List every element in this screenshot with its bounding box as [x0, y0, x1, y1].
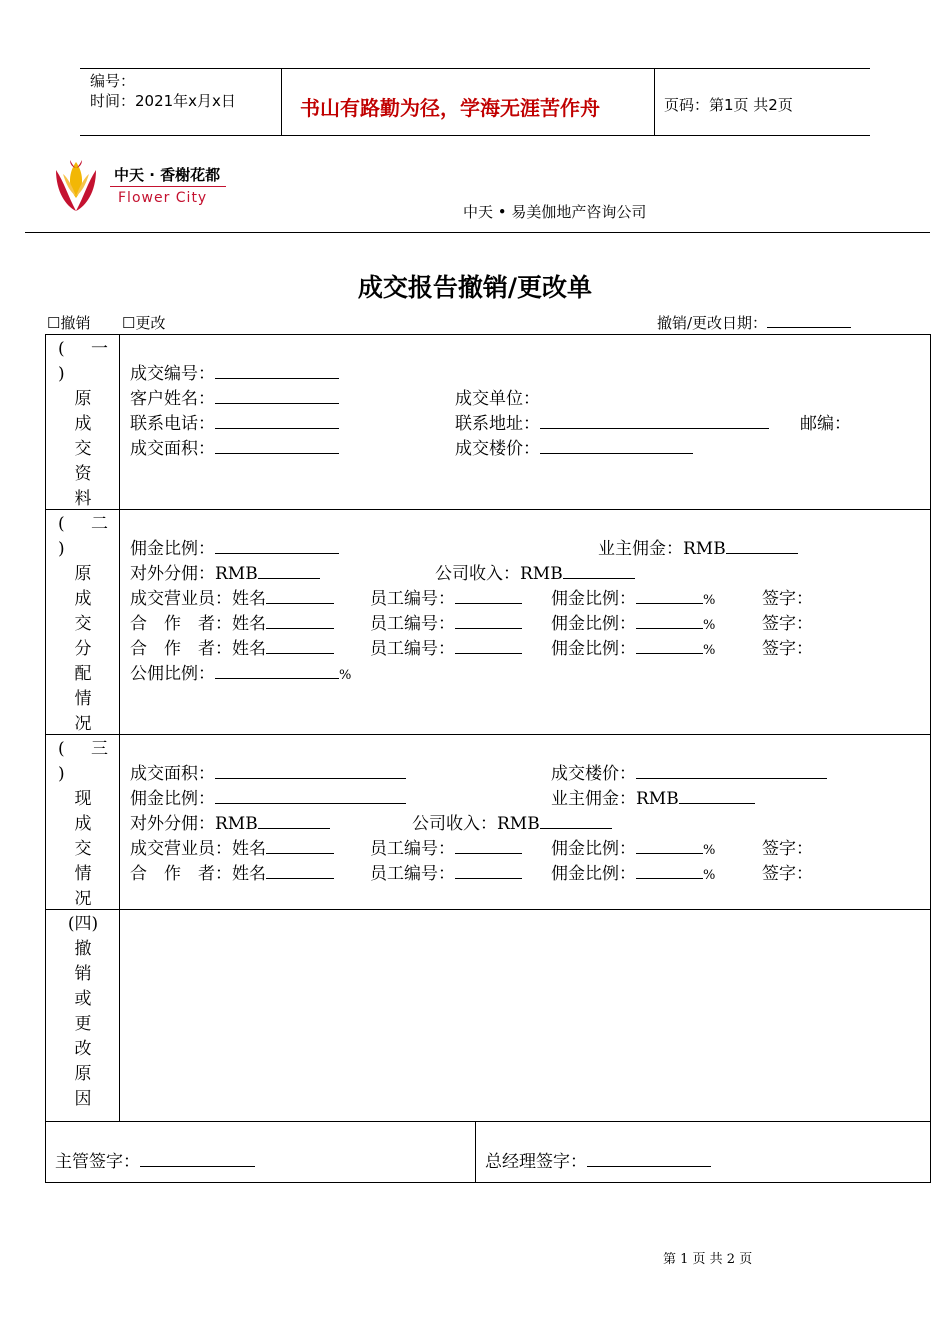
page-info: 页码：第1页 共2页 [664, 96, 793, 114]
s2-partner1-empno-field[interactable]: 员工编号： [370, 612, 522, 637]
doc-time-label: 时间：2021年x月x日 [90, 92, 236, 110]
s3-sales-sign-field[interactable]: 签字： [762, 839, 813, 859]
tulip-icon [48, 156, 104, 214]
s3-sales-empno-field[interactable]: 员工编号： [370, 837, 522, 862]
s3-sales-ratio-field[interactable]: 佣金比例： % [551, 839, 716, 859]
company-name: 中天 • 易美伽地产咨询公司 [463, 203, 647, 221]
s3-partner-empno-field[interactable]: 员工编号： [370, 862, 522, 887]
s2-partner1-name-field[interactable]: 合 作 者：姓名 [130, 612, 334, 637]
s3-sales-name-field[interactable]: 成交营业员：姓名 [130, 837, 334, 862]
deal-price-field[interactable]: 成交楼价： [455, 437, 693, 462]
s2-partner1-sign-field[interactable]: 签字： [762, 614, 813, 634]
s2-sales-ratio-field[interactable]: 佣金比例： % [551, 589, 716, 609]
deal-number-field[interactable]: 成交编号： [130, 362, 339, 387]
s2-owner-commission-field[interactable]: 业主佣金：RMB [598, 537, 798, 562]
page-footer: 第 1 页 共 2 页 [663, 1252, 753, 1267]
phone-field[interactable]: 联系电话： [130, 412, 339, 437]
s2-sales-empno-field[interactable]: 员工编号： [370, 587, 522, 612]
s3-partner-ratio-field[interactable]: 佣金比例： % [551, 864, 716, 884]
section1-label: ( 一 ) 原 成 交 资 料 [58, 339, 108, 509]
section4-label: (四) 撤 销 或 更 改 原 因 [67, 914, 99, 1109]
brand-cn-name: 中天 · 香榭花都 [114, 166, 221, 184]
address-field[interactable]: 联系地址： [455, 412, 769, 437]
customer-name-field[interactable]: 客户姓名： [130, 387, 339, 412]
s3-commission-ratio-field[interactable]: 佣金比例： [130, 787, 406, 812]
checkbox-change[interactable]: ☐更改 [122, 314, 166, 332]
s3-area-field[interactable]: 成交面积： [130, 762, 406, 787]
gm-sign-field[interactable]: 总经理签字： [485, 1150, 711, 1175]
checkbox-cancel[interactable]: ☐撤销 [47, 314, 91, 332]
form-title: 成交报告撤销/更改单 [357, 273, 593, 302]
s3-partner-name-field[interactable]: 合 作 者：姓名 [130, 862, 334, 887]
s3-external-split-field[interactable]: 对外分佣：RMB [130, 812, 330, 837]
label-column-divider [119, 334, 120, 1121]
flower-city-logo [48, 156, 104, 214]
s2-sales-sign-field[interactable]: 签字： [762, 589, 813, 609]
s3-partner-sign-field[interactable]: 签字： [762, 864, 813, 884]
s2-commission-ratio-field[interactable]: 佣金比例： [130, 537, 339, 562]
change-date-field[interactable] [657, 312, 851, 333]
s3-owner-commission-field[interactable]: 业主佣金：RMB [551, 787, 755, 812]
s2-partner2-name-field[interactable]: 合 作 者：姓名 [130, 637, 334, 662]
s3-price-field[interactable]: 成交楼价： [551, 762, 827, 787]
deal-unit-field[interactable]: 成交单位： [455, 389, 540, 409]
s2-partner2-ratio-field[interactable]: 佣金比例： % [551, 639, 716, 659]
supervisor-sign-field[interactable]: 主管签字： [55, 1150, 255, 1175]
s2-external-split-field[interactable]: 对外分佣：RMB [130, 562, 320, 587]
s2-company-income-field[interactable]: 公司收入：RMB [435, 562, 635, 587]
change-date-blank[interactable] [767, 313, 851, 328]
s2-partner2-sign-field[interactable]: 签字： [762, 639, 813, 659]
deal-area-field[interactable]: 成交面积： [130, 437, 339, 462]
header-divider [25, 232, 930, 233]
change-date-label: 撤销/更改日期： [657, 314, 768, 332]
s2-partner1-ratio-field[interactable]: 佣金比例： % [551, 614, 716, 634]
brand-en-name: Flower City [118, 190, 208, 206]
motto-text: 书山有路勤为径，学海无涯苦作舟 [300, 96, 600, 120]
logo-divider [110, 186, 226, 187]
s2-public-ratio-field[interactable]: 公佣比例： % [130, 664, 352, 684]
s3-company-income-field[interactable]: 公司收入：RMB [412, 812, 612, 837]
section3-label: ( 三 ) 现 成 交 情 况 [58, 739, 108, 909]
section2-label: ( 二 ) 原 成 交 分 配 情 况 [58, 514, 108, 734]
reason-textarea[interactable] [121, 911, 927, 1119]
s2-sales-name-field[interactable]: 成交营业员：姓名 [130, 587, 334, 612]
s2-partner2-empno-field[interactable]: 员工编号： [370, 637, 522, 662]
postcode-field[interactable]: 邮编： [800, 414, 851, 434]
doc-number-label: 编号： [90, 72, 136, 90]
